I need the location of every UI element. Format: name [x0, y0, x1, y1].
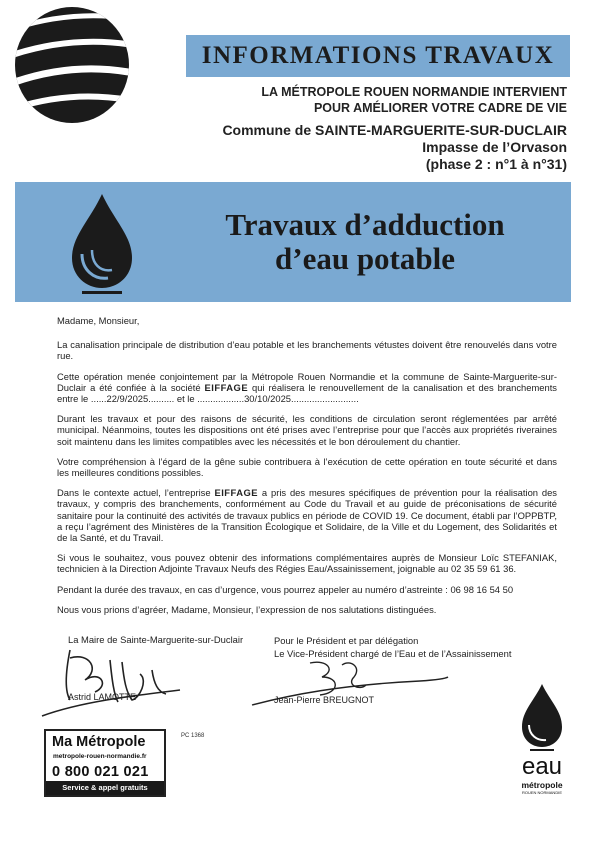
- ma-metropole-box: [44, 729, 166, 797]
- commune-label: Commune de SAINTE-MARGUERITE-SUR-DUCLAIR: [222, 122, 567, 138]
- paragraph-8: Nous vous prions d’agréer, Madame, Monsieur, l’expression de nos salutations distinguées.: [57, 603, 437, 615]
- reference-code: PC 1368: [181, 733, 205, 739]
- ma-metropole-title: Ma Métropole: [52, 734, 146, 750]
- mayor-signature: [40, 640, 190, 720]
- paragraph-5: [57, 487, 557, 543]
- paragraph-5-part-b: a pris des mesures spécifiques de prévention pour la réalisation des travaux, y compris des branchements, conformément au Code du Travail et au guide de préconisations de sécurité sanitaire pour la continuité des activités de travaux publics en période de COVID 19. Ce document, établi par l’OPPBTP, a reçu l’agrément des Ministères de la Transition Écologique et Solidaire, de la Ville et du Logement, des Solidarités et de la Santé, et du Travail.: [57, 487, 557, 544]
- title-banner: [186, 35, 570, 77]
- street-label: Impasse de l’Orvason: [422, 139, 567, 155]
- intro-line-2: POUR AMÉLIORER VOTRE CADRE DE VIE: [313, 101, 567, 115]
- ma-metropole-url: metropole-rouen-normandie.fr: [53, 753, 147, 760]
- letter-body: [57, 315, 557, 624]
- works-title-line-1: Travaux d’adduction: [225, 207, 505, 242]
- metropole-disc-logo: [14, 6, 130, 124]
- paragraph-7: Pendant la durée des travaux, en cas d’urgence, vous pourrez appeler au numéro d’astreinte : 06 98 16 54 50: [57, 583, 514, 595]
- phase-label: (phase 2 : n°1 à n°31): [425, 156, 567, 172]
- page-title: INFORMATIONS TRAVAUX: [201, 42, 555, 69]
- water-drop-icon: [68, 192, 136, 294]
- paragraph-2-part-b: qui réalisera le renouvellement de la canalisation et des branchements entre le: [57, 381, 557, 405]
- signature-left-name: Astrid LAMOTTE: [68, 692, 137, 702]
- signature-left-title: La Maire de Sainte-Marguerite-sur-Duclair: [68, 634, 244, 645]
- eau-metropole-word: métropole: [521, 780, 563, 790]
- paragraph-2-part-c: et le: [174, 393, 198, 405]
- paragraph-2: [57, 371, 557, 405]
- eau-subtitle: ROUEN NORMANDIE: [521, 790, 562, 795]
- ma-metropole-phone: 0 800 021 021: [52, 764, 149, 780]
- eau-word: eau: [521, 753, 563, 780]
- signature-right-title-2: Le Vice-Président chargé de l’Eau et de l’Assainissement: [274, 648, 512, 659]
- paragraph-3: Durant les travaux et pour des raisons de sécurité, les conditions de circulation seront réglementées par arrêté municipal. Néanmoins, toutes les dispositions ont été prises avec l’entreprise pour que l’accès aux propriétés riveraines soit maintenu dans les limites compatibles avec les nécessités et le bon déroulement du chantier.: [57, 413, 557, 447]
- intro-text: [261, 84, 567, 116]
- paragraph-2-part-d: .: [356, 393, 359, 405]
- company-name-2: EIFFAGE: [214, 487, 259, 499]
- paragraph-2-part-a: Cette opération menée conjointement par la Métropole Rouen Normandie et la commune de Sainte-Marguerite-sur-Duclair a été confiée à la société: [57, 370, 557, 393]
- start-date: ......22/9/2025..........: [90, 393, 175, 405]
- paragraph-4: Votre compréhension à l’égard de la gêne subie contribuera à l’exécution de cette opération en toute sécurité et dans les meilleures conditions possibles.: [57, 455, 557, 479]
- location-block: [222, 122, 567, 173]
- ma-metropole-service: Service & appel gratuits: [46, 781, 164, 795]
- eau-metropole-logo: [512, 683, 572, 803]
- eau-drop-icon: [520, 683, 564, 751]
- signature-right-title-1: Pour le Président et par délégation: [274, 635, 419, 646]
- greeting: Madame, Monsieur,: [57, 315, 140, 326]
- works-title: [180, 208, 550, 276]
- paragraph-5-part-a: Dans le contexte actuel, l’entreprise: [57, 487, 215, 499]
- signature-right-name: Jean-Pierre BREUGNOT: [274, 695, 375, 705]
- paragraph-1: La canalisation principale de distribution d’eau potable et les branchements vétustes doivent être renouvelés dans votre rue.: [57, 339, 557, 362]
- end-date: ..................30/10/2025.........................: [197, 393, 357, 405]
- intro-line-1: LA MÉTROPOLE ROUEN NORMANDIE INTERVIENT: [261, 85, 567, 99]
- company-name: EIFFAGE: [204, 381, 249, 393]
- works-title-line-2: d’eau potable: [275, 241, 455, 276]
- paragraph-6: Si vous le souhaitez, vous pouvez obtenir des informations complémentaires auprès de Monsieur Loïc STEFANIAK, technicien à la Direction Adjointe Travaux Neufs des Régies Eau/Assainissement, joignable au 02 35 59 61 36.: [57, 552, 557, 575]
